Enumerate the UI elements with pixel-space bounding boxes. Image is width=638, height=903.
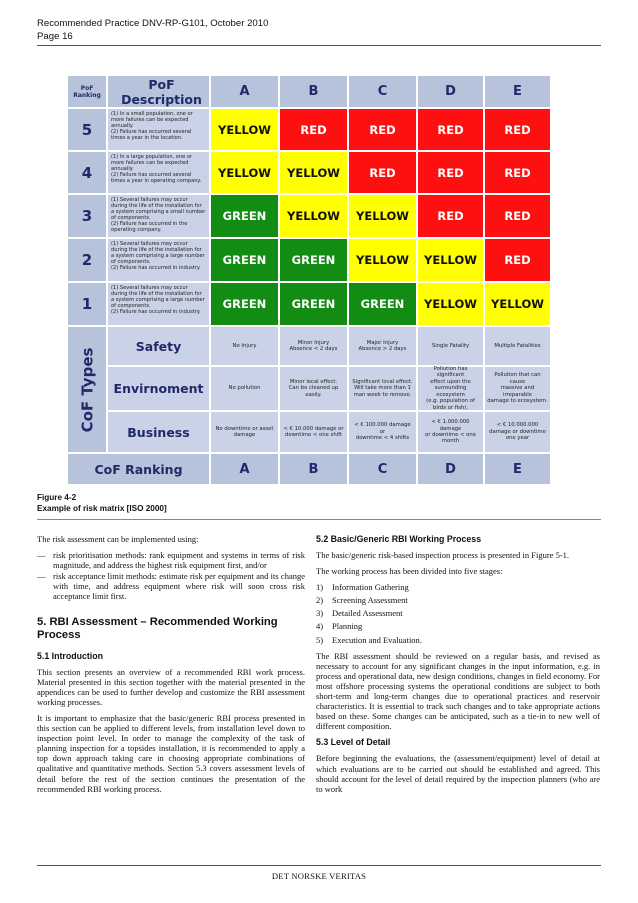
risk-cell-4a: YELLOW [210,151,279,194]
header-document-title: Recommended Practice DNV-RP-G101, October 2010 [37,18,269,29]
cof-business-d [417,411,484,453]
list-item [316,608,600,618]
risk-cell-3b: YELLOW [279,194,348,238]
risk-cell-5e: RED [484,108,551,151]
stages-intro: The working process has been divided into five stages: [316,566,503,577]
cof-environment-c [348,366,417,411]
cof-safety-e-text: Multiple Fatalities [494,342,541,349]
bullet-text: risk prioritisation methods: rank equipment and systems in terms of risk magnitude, and address the highest risk equipment first, and/or [53,550,305,571]
column-header-c: C [348,75,417,108]
working-process-paragraph: The basic/generic risk-based inspection process is presented in Figure 5-1. [316,550,570,560]
list-item [316,635,600,645]
pof-description-2: (1) Several failures may occur during the life of the installation for a system comprising a large number of components. (2) Failure has occurred in industry. [107,238,210,282]
cof-safety-a [210,326,279,366]
pof-rank-4: 4 [67,151,107,194]
bullet-text: risk acceptance limit methods: estimate risk per equipment and its change with time, and address equipment where risk will soon cross risk acceptance limit first. [53,571,305,602]
cof-safety-b-text: Minor Injury Absence < 2 days [289,339,338,352]
risk-cell-3d: RED [417,194,484,238]
pof-rank-1: 1 [67,282,107,326]
cof-environment-c-text: Significant local effect. Will take more than 1 man week to remove. [352,378,413,398]
risk-cell-5a: YELLOW [210,108,279,151]
cof-business-e-text: < € 10.000.000 damage or downtime one year [489,422,546,442]
cof-safety-d [417,326,484,366]
cof-ranking-b: B [279,453,348,485]
cof-environment-b [279,366,348,411]
right-column [316,534,600,800]
level-of-detail-paragraph: Before beginning the evaluations, the (assessment/equipment) level of detail at which evaluations are to be carried out should be established and agreed. This should account for the level of detail required by the inspection planners (who are to work [316,753,600,794]
header-rule [37,45,601,46]
introduction-paragraph: This section presents an overview of a recommended RBI work process. Material presented in this section together with the material presented in the appendices can be used to further develop and customize the RBI assessment working processes. [37,666,305,707]
risk-cell-3c: YELLOW [348,194,417,238]
pof-description-4: (1) In a large population, one or more failures can be expected annually. (2) Failure has occurred several times a year in operating company. [107,151,210,194]
stage-number: 1) [316,582,324,593]
stage-label: Screening Assessment [332,595,408,606]
column-header-b: B [279,75,348,108]
cof-business-d-text: < € 1.000.000 damage or downtime < one month [424,419,477,445]
pof-ranking-header-line2: Ranking [73,91,101,99]
risk-cell-3e: RED [484,194,551,238]
cof-ranking-c: C [348,453,417,485]
risk-matrix [67,75,551,485]
risk-cell-1d: YELLOW [417,282,484,326]
cof-types-label [67,326,107,453]
pof-rank-5: 5 [67,108,107,151]
column-header-a: A [210,75,279,108]
generic-process-paragraph: It is important to emphasize that the basic/generic RBI process presented in this section can be applied to different levels, from installation level down to inspection point level. In order to manage the complexity of the task of planning inspection for a topsides installation, it is recommended to apply a top down approach taking care in choosing appropriate combinations of qualitative and quantitative methods. Section 5.3 covers assessment levels of detail before the rest of the section continues the presentation of the recommended RBI working process. [37,712,305,794]
column-header-d: D [417,75,484,108]
cof-business-a [210,411,279,453]
risk-cell-5c: RED [348,108,417,151]
subsection-heading-working-process: 5.2 Basic/Generic RBI Working Process [316,534,482,544]
pof-ranking-header-line1: PoF [80,84,94,92]
cof-environment-e [484,366,551,411]
cof-business-b-text: < € 10.000 damage or downtime < one shift [283,425,344,438]
figure-caption-text: Example of risk matrix [ISO 2000] [37,504,167,513]
risk-cell-4e: RED [484,151,551,194]
subsection-heading-introduction: 5.1 Introduction [37,650,103,661]
risk-cell-2c: YELLOW [348,238,417,282]
page-footer: DET NORSKE VERITAS [271,871,367,881]
cof-environment-a [210,366,279,411]
cof-business-a-text: No downtime or asset damage [215,425,274,438]
cof-ranking-label: CoF Ranking [67,453,210,485]
cof-safety-b [279,326,348,366]
subsection-heading-level-of-detail: 5.3 Level of Detail [316,737,391,748]
pof-description-5: (1) In a small population, one or more failures can be expected annually. (2) Failure has occurred several times a year in the location. [107,108,210,151]
risk-cell-1a: GREEN [210,282,279,326]
cof-safety-d-text: Single Fatality [431,342,470,349]
risk-cell-1e: YELLOW [484,282,551,326]
cof-environment-d-text: Pollution has significant effect upon the surrounding ecosystem (e.g. population of birds or fish). [426,366,475,411]
risk-cell-2d: YELLOW [417,238,484,282]
cof-safety-c [348,326,417,366]
header-page-number: Page 16 [37,31,73,42]
cof-ranking-e: E [484,453,551,485]
pof-rank-3: 3 [67,194,107,238]
cof-business-c-text: < € 100.000 damage or downtime < 4 shifts [354,422,411,442]
list-item [316,582,600,592]
column-header-e: E [484,75,551,108]
pof-rank-2: 2 [67,238,107,282]
cof-ranking-d: D [417,453,484,485]
cof-environment-a-text: No pollution [228,385,261,392]
cof-safety-a-text: No Injury [232,342,257,349]
page-header [37,17,268,43]
risk-cell-5d: RED [417,108,484,151]
cof-business-c [348,411,417,453]
stage-number: 2) [316,595,324,606]
cof-environment-e-text: Pollution that can cause massive and irreparable damage to ecosystem. [487,372,548,405]
risk-cell-4c: RED [348,151,417,194]
risk-cell-2b: GREEN [279,238,348,282]
footer-rule [37,865,601,866]
review-paragraph: The RBI assessment should be reviewed on a regular basis, and revised as necessary to account for any significant changes in the input information, e.g. in process and operational data, new design conditions, changes in field economy. For most offshore processing systems the operational conditions are subject to both short-term and long-term changes due to operational practices and reservoir characteristics. It is essential to track such changes and to take appropriate actions based on these. Some changes can be anticipated, such as a tie-in to new well of different composition. [316,650,600,732]
pof-ranking-header [67,75,107,108]
risk-cell-4d: RED [417,151,484,194]
risk-cell-2a: GREEN [210,238,279,282]
pof-description-3: (1) Several failures may occur during the life of the installation for a system comprising a small number of components. (2) Failure has occurred in the operating company. [107,194,210,238]
list-item [37,550,305,570]
cof-business-e [484,411,551,453]
stage-number: 4) [316,621,324,632]
risk-cell-1c: GREEN [348,282,417,326]
stage-label: Information Gathering [332,582,409,593]
cof-safety-e [484,326,551,366]
list-item [316,621,600,631]
caption-rule [37,519,601,520]
pof-description-1: (1) Several failures may occur during the life of the installation for a system comprising a large number of components. (2) Failure has occurred in industry. [107,282,210,326]
list-item [316,595,600,605]
cof-ranking-a: A [210,453,279,485]
stage-label: Execution and Evaluation. [332,634,422,645]
stage-number: 5) [316,634,324,645]
pof-description-header: PoF Description [107,75,210,108]
risk-cell-5b: RED [279,108,348,151]
list-item [37,571,305,601]
stage-label: Planning [332,621,363,632]
cof-types-label-text: CoF Types [78,347,97,432]
stage-label: Detailed Assessment [332,608,403,619]
cof-environment-d [417,366,484,411]
bullet-dash: — [37,571,46,582]
figure-number: Figure 4-2 [37,493,77,502]
risk-cell-3a: GREEN [210,194,279,238]
cof-type-business: Business [107,411,210,453]
section-heading: 5. RBI Assessment – Recommended Working Process [37,615,278,641]
cof-safety-c-text: Major Injury Absence > 2 days [358,339,407,352]
risk-assessment-intro: The risk assessment can be implemented using: [37,534,199,544]
risk-cell-1b: GREEN [279,282,348,326]
risk-cell-4b: YELLOW [279,151,348,194]
cof-environment-b-text: Minor local effect. Can be cleaned up easily. [288,378,339,398]
stage-number: 3) [316,608,324,619]
bullet-dash: — [37,550,46,561]
figure-caption [37,492,167,514]
risk-cell-2e: RED [484,238,551,282]
cof-business-b [279,411,348,453]
left-column [37,534,305,800]
cof-type-safety: Safety [107,326,210,366]
cof-type-environment: Envirnoment [107,366,210,411]
